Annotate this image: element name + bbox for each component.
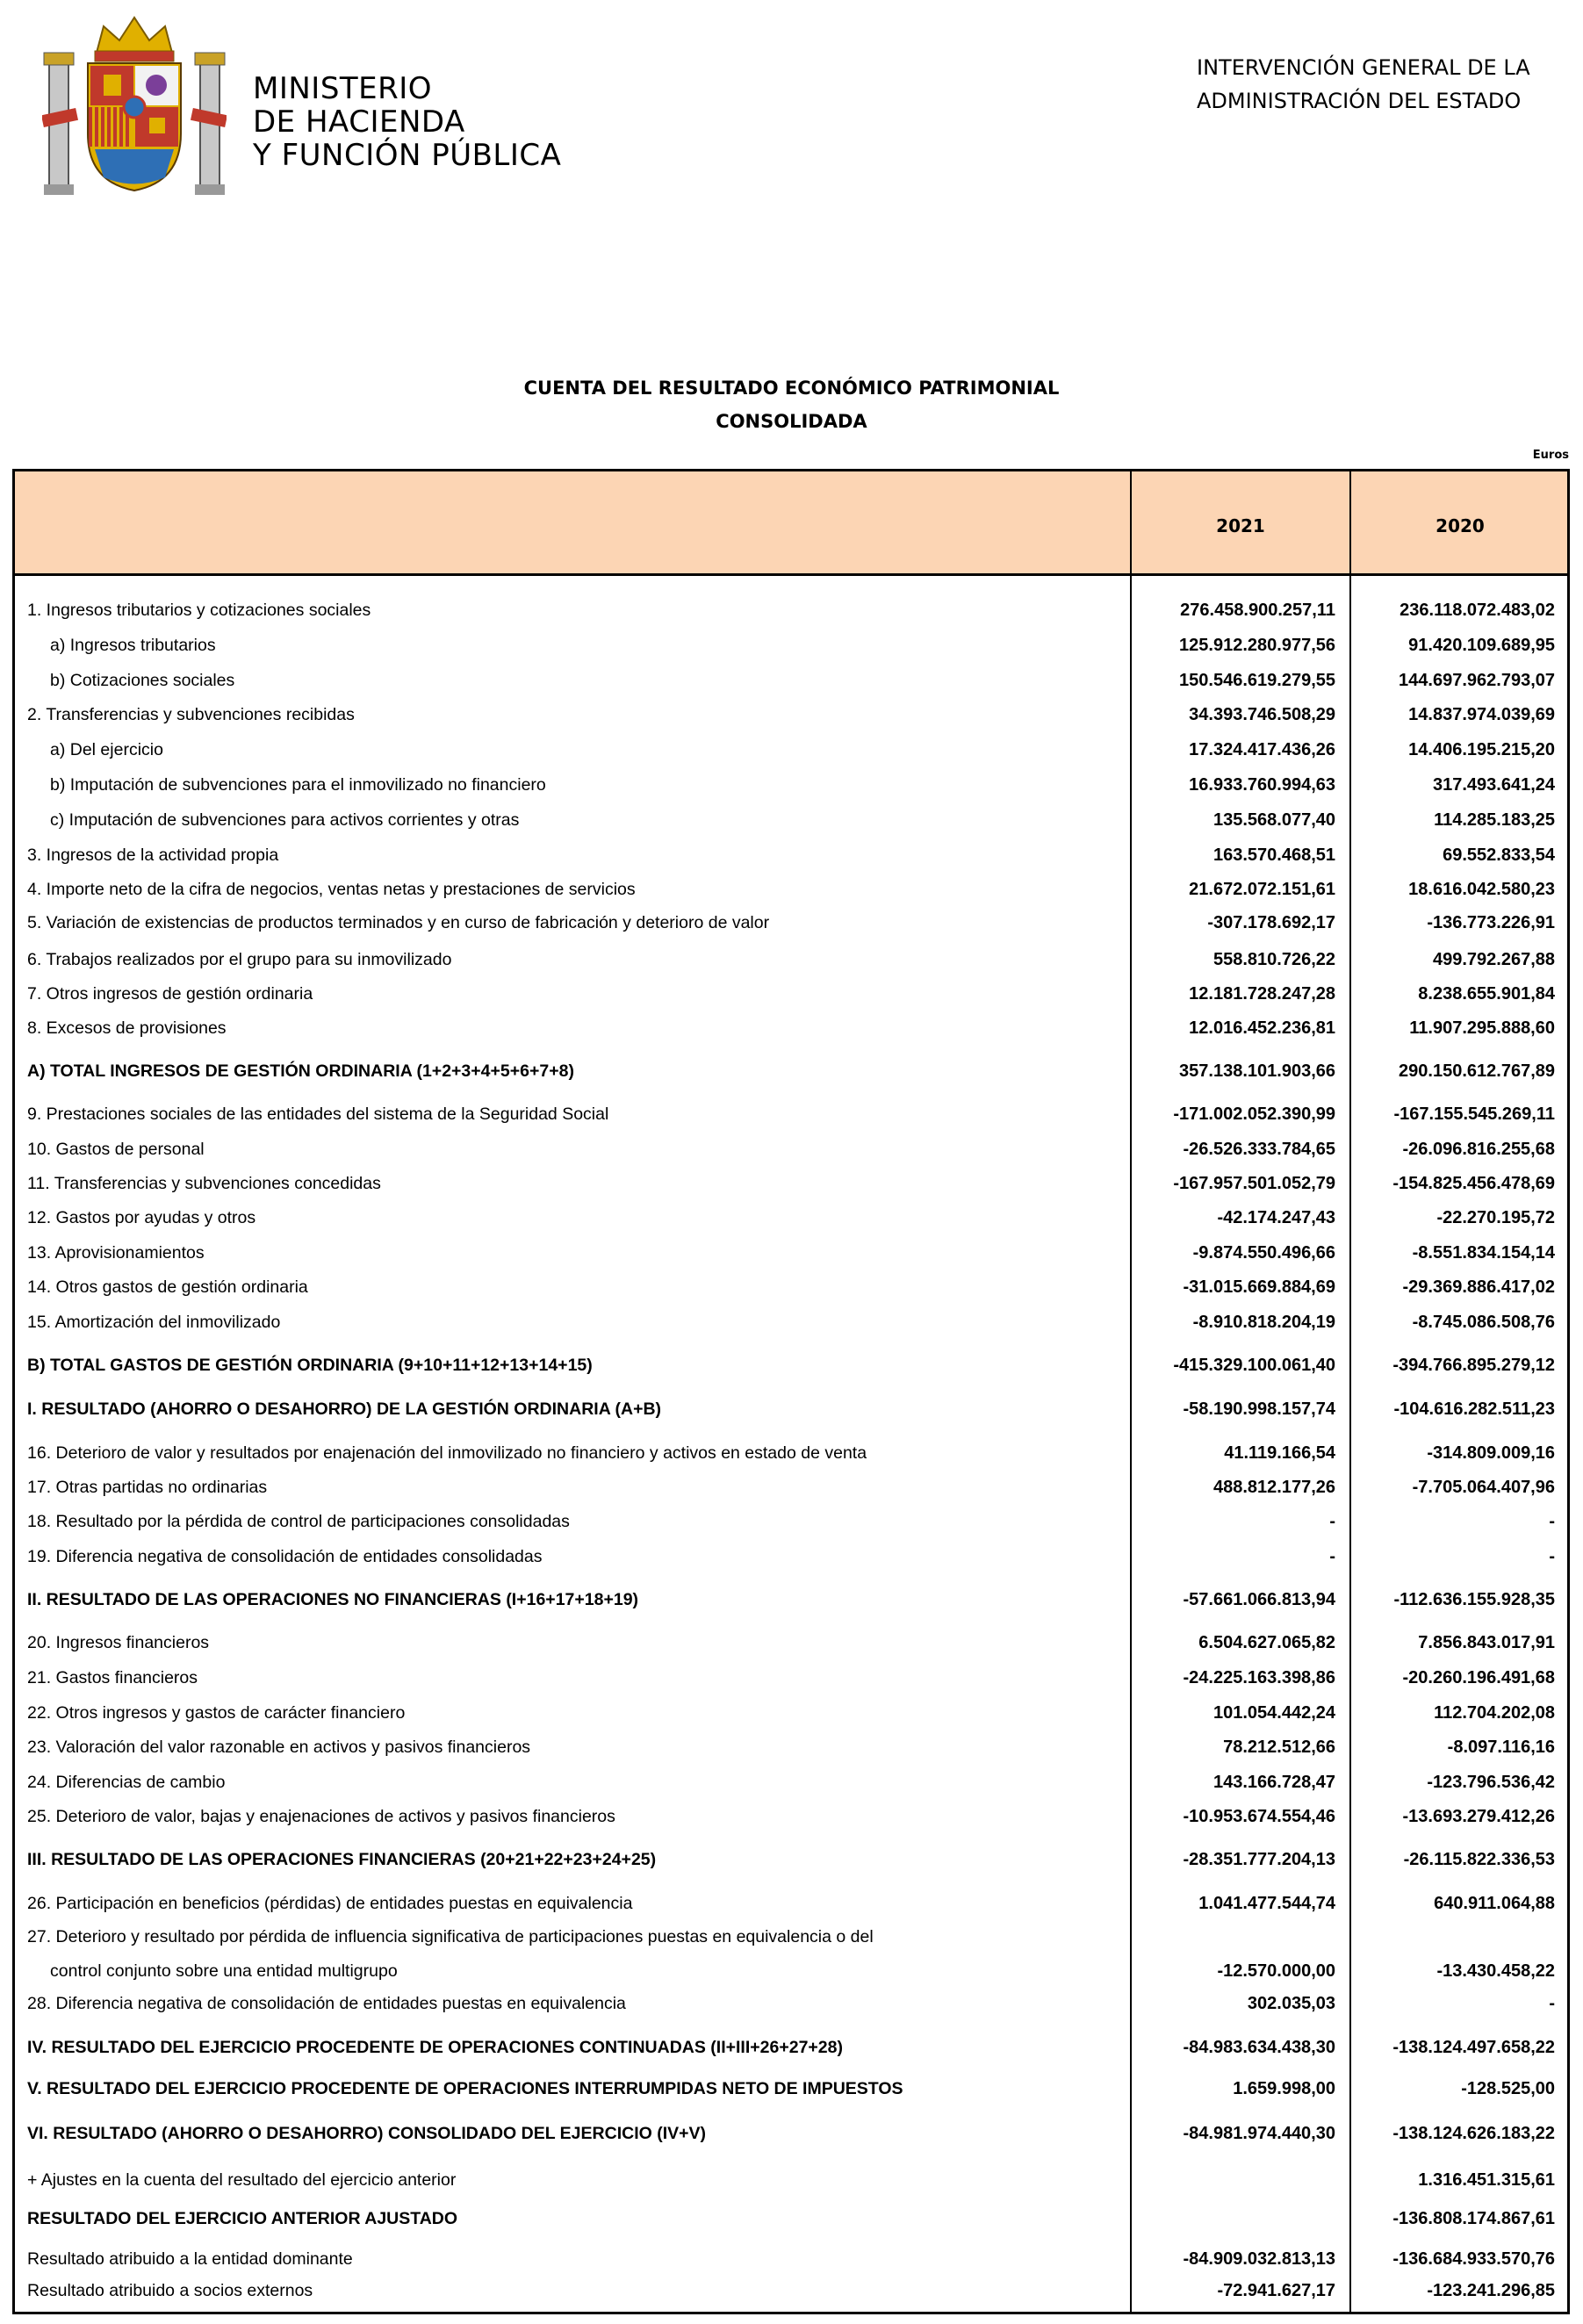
igae-name [1197,51,1557,118]
value-2020: -128.525,00 [1461,2079,1555,2098]
value-2020: -138.124.626.183,22 [1392,2124,1555,2143]
value-2021: 302.035,03 [1247,1994,1335,2013]
spanish-coat-of-arms-icon [42,11,227,199]
table-row [15,1353,1567,1378]
row-label: 5. Variación de existencias de productos terminados y en curso de fabricación y deterioro de valor [27,913,770,932]
ministry-line: DE HACIENDA [253,104,465,140]
value-2020: 18.616.042.580,23 [1408,880,1555,899]
value-2021: 276.458.900.257,11 [1180,601,1335,620]
table-row [15,598,1567,622]
ministry-line: MINISTERIO [253,71,433,106]
row-label: 14. Otros gastos de gestión ordinaria [27,1277,308,1297]
row-label: 9. Prestaciones sociales de las entidades del sistema de la Seguridad Social [27,1104,609,1124]
ministry-name [253,72,561,172]
row-label: 23. Valoración del valor razonable en activos y pasivos financieros [27,1738,531,1757]
value-2021: -84.909.032.813,13 [1183,2249,1335,2269]
value-2021: 357.138.101.903,66 [1179,1061,1335,1081]
value-2020: - [1549,1547,1555,1566]
value-2021: 41.119.166,54 [1224,1443,1335,1463]
value-2021: 34.393.746.508,29 [1189,705,1335,724]
table-header [15,471,1567,576]
value-2021: 163.570.468,51 [1212,845,1335,865]
table-row [15,1666,1567,1690]
table-row [15,1891,1567,1916]
ministry-line: Y FUNCIÓN PÚBLICA [253,138,562,173]
value-2020: -8.097.116,16 [1447,1738,1555,1757]
row-label: b) Cotizaciones sociales [50,671,235,690]
row-label: + Ajustes en la cuenta del resultado del ejercicio anterior [27,2170,457,2190]
value-2020: -13.430.458,22 [1436,1961,1555,1981]
value-2021: -28.351.777.204,13 [1183,1850,1335,1869]
value-2020: -136.773.226,91 [1427,913,1555,932]
value-2020: -8.551.834.154,14 [1412,1243,1555,1263]
row-label: 25. Deterioro de valor, bajas y enajenaciones de activos y pasivos financieros [27,1807,615,1826]
row-label: control conjunto sobre una entidad multigrupo [50,1961,398,1981]
table-row [15,1509,1567,1534]
value-2021: 1.659.998,00 [1233,2079,1335,2098]
table-row [15,947,1567,972]
value-2021: -10.953.674.554,46 [1183,1807,1335,1826]
table-row [15,2076,1567,2101]
value-2020: -7.705.064.407,96 [1412,1478,1555,1497]
row-label: 7. Otros ingresos de gestión ordinaria [27,984,313,1004]
value-2021: 488.812.177,26 [1212,1478,1335,1497]
value-2021: 135.568.077,40 [1212,810,1335,830]
table-row [15,2121,1567,2146]
row-label: a) Ingresos tributarios [50,636,216,655]
value-2020: -136.808.174.867,61 [1392,2209,1555,2228]
value-2020: 114.285.183,25 [1434,810,1555,830]
table-row [15,808,1567,832]
value-2021: 101.054.442,24 [1212,1703,1335,1723]
row-label: c) Imputación de subvenciones para activos corrientes y otras [50,810,520,830]
table-row [15,982,1567,1006]
value-2021: -415.329.100.061,40 [1173,1356,1335,1375]
table-row [15,2247,1567,2271]
value-2020: - [1549,1512,1555,1531]
value-2020: -123.796.536,42 [1427,1773,1555,1792]
table-row [15,2168,1567,2192]
table-row [15,1016,1567,1040]
value-2021: 558.810.726,22 [1212,950,1335,969]
value-2021: -9.874.550.496,66 [1192,1243,1335,1263]
value-2021: 1.041.477.544,74 [1198,1894,1335,1913]
value-2021: 150.546.619.279,55 [1179,671,1335,690]
value-2020: 499.792.267,88 [1432,950,1555,969]
value-2020: 112.704.202,08 [1434,1703,1555,1723]
table-row [15,1544,1567,1569]
value-2021: -57.661.066.813,94 [1183,1590,1335,1609]
value-2020: -13.693.279.412,26 [1402,1807,1555,1826]
table-row [15,1241,1567,1265]
value-2021: -58.190.998.157,74 [1183,1399,1335,1419]
value-2021: -31.015.669.884,69 [1183,1277,1335,1297]
value-2020: 144.697.962.793,07 [1399,671,1555,690]
row-label: B) TOTAL GASTOS DE GESTIÓN ORDINARIA (9+10+11+12+13+14+15) [27,1356,593,1375]
table-row [15,1701,1567,1725]
value-2020: 69.552.833,54 [1443,845,1555,865]
table-row [15,843,1567,867]
value-2021: -24.225.163.398,86 [1183,1668,1335,1687]
value-2020: 640.911.064,88 [1434,1894,1555,1913]
value-2020: 14.406.195.215,20 [1408,740,1555,759]
value-2020: 8.238.655.901,84 [1418,984,1555,1004]
value-2021: -307.178.692,17 [1207,913,1335,932]
value-2021: - [1329,1512,1335,1531]
value-2020: -138.124.497.658,22 [1392,2038,1555,2057]
value-2021: -8.910.818.204,19 [1192,1313,1335,1332]
row-label: 2. Transferencias y subvenciones recibidas [27,705,355,724]
value-2020: -29.369.886.417,02 [1402,1277,1555,1297]
column-header-2020: 2020 [1435,515,1485,536]
value-2021: -26.526.333.784,65 [1183,1140,1335,1159]
row-label: A) TOTAL INGRESOS DE GESTIÓN ORDINARIA (1+2+3+4+5+6+7+8) [27,1061,574,1081]
value-2020: -136.684.933.570,76 [1392,2249,1555,2269]
row-label: Resultado atribuido a la entidad dominante [27,2249,353,2269]
value-2020: -154.825.456.478,69 [1392,1174,1555,1193]
value-2021: 12.016.452.236,81 [1189,1018,1335,1038]
row-label: III. RESULTADO DE LAS OPERACIONES FINANCIERAS (20+21+22+23+24+25) [27,1850,657,1869]
row-label: 18. Resultado por la pérdida de control de participaciones consolidadas [27,1512,570,1531]
table-row [15,1310,1567,1335]
table-row [15,1991,1567,2016]
table-row [15,1059,1567,1083]
value-2020: -314.809.009,16 [1427,1443,1555,1463]
row-label: 6. Trabajos realizados por el grupo para su inmovilizado [27,950,452,969]
value-2020: -167.155.545.269,11 [1393,1104,1555,1124]
table-row [15,1587,1567,1612]
value-2020: 11.907.295.888,60 [1409,1018,1555,1038]
value-2021: -167.957.501.052,79 [1173,1174,1335,1193]
row-label: a) Del ejercicio [50,740,163,759]
value-2021: 21.672.072.151,61 [1189,880,1335,899]
row-label: IV. RESULTADO DEL EJERCICIO PROCEDENTE DE OPERACIONES CONTINUADAS (II+III+26+27+28) [27,2038,843,2057]
value-2021: -171.002.052.390,99 [1173,1104,1335,1124]
table-row [15,2206,1567,2231]
table-row [15,1925,1567,1949]
value-2021: 12.181.728.247,28 [1189,984,1335,1004]
value-2020: 290.150.612.767,89 [1399,1061,1555,1081]
value-2021: 16.933.760.994,63 [1189,775,1335,795]
value-2021: -72.941.627,17 [1217,2281,1335,2300]
page-header [0,0,1583,228]
igae-line: INTERVENCIÓN GENERAL DE LA [1197,55,1530,80]
table-row [15,633,1567,658]
row-label: 24. Diferencias de cambio [27,1773,226,1792]
table-row [15,737,1567,762]
table-row [15,1441,1567,1465]
value-2021: 125.912.280.977,56 [1179,636,1335,655]
row-label: 4. Importe neto de la cifra de negocios, ventas netas y prestaciones de servicios [27,880,636,899]
value-2020: -26.096.816.255,68 [1402,1140,1555,1159]
value-2020: -22.270.195,72 [1436,1208,1555,1227]
value-2020: -394.766.895.279,12 [1392,1356,1555,1375]
value-2020: -123.241.296,85 [1427,2281,1555,2300]
table-row [15,668,1567,693]
row-label: 19. Diferencia negativa de consolidación de entidades consolidadas [27,1547,543,1566]
table-row [15,1397,1567,1421]
table-row [15,1275,1567,1299]
value-2020: -104.616.282.511,23 [1393,1399,1555,1419]
row-label: 3. Ingresos de la actividad propia [27,845,279,865]
table-row [15,1102,1567,1126]
row-label: Resultado atribuido a socios externos [27,2281,313,2300]
table-row [15,1205,1567,1230]
table-row [15,1804,1567,1829]
value-2020: 7.856.843.017,91 [1418,1633,1555,1652]
table-row [15,2278,1567,2303]
value-2021: -12.570.000,00 [1217,1961,1335,1981]
row-label: 20. Ingresos financieros [27,1633,210,1652]
row-label: 1. Ingresos tributarios y cotizaciones sociales [27,601,371,620]
value-2020: -20.260.196.491,68 [1402,1668,1555,1687]
row-label: 13. Aprovisionamientos [27,1243,205,1263]
table-row [15,2035,1567,2060]
result-table [12,469,1570,2314]
igae-line: ADMINISTRACIÓN DEL ESTADO [1197,89,1522,113]
value-2021: - [1329,1547,1335,1566]
row-label: b) Imputación de subvenciones para el inmovilizado no financiero [50,775,546,795]
row-label: 11. Transferencias y subvenciones concedidas [27,1174,381,1193]
row-label: 16. Deterioro de valor y resultados por enajenación del inmovilizado no financiero y activos en estado de venta [27,1443,867,1463]
column-header-2021: 2021 [1216,515,1265,536]
row-label: 28. Diferencia negativa de consolidación de entidades puestas en equivalencia [27,1994,626,2013]
value-2020: 91.420.109.689,95 [1408,636,1555,655]
table-row [15,1630,1567,1655]
row-label: V. RESULTADO DEL EJERCICIO PROCEDENTE DE OPERACIONES INTERRUMPIDAS NETO DE IMPUESTOS [27,2079,903,2098]
row-label: 27. Deterioro y resultado por pérdida de influencia significativa de participaciones puestas en equivalencia o del [27,1927,874,1946]
value-2021: -84.981.974.440,30 [1183,2124,1335,2143]
table-row [15,910,1567,935]
row-label: 15. Amortización del inmovilizado [27,1313,281,1332]
value-2021: -84.983.634.438,30 [1183,2038,1335,2057]
table-row [15,1959,1567,1983]
value-2020: 1.316.451.315,61 [1418,2170,1555,2190]
value-2020: -8.745.086.508,76 [1412,1313,1555,1332]
table-row [15,1847,1567,1872]
table-row [15,1137,1567,1162]
row-label: I. RESULTADO (AHORRO O DESAHORRO) DE LA GESTIÓN ORDINARIA (A+B) [27,1399,662,1419]
table-row [15,877,1567,902]
row-label: 26. Participación en beneficios (pérdidas) de entidades puestas en equivalencia [27,1894,633,1913]
row-label: 21. Gastos financieros [27,1668,198,1687]
row-label: RESULTADO DEL EJERCICIO ANTERIOR AJUSTADO [27,2209,458,2228]
value-2021: 6.504.627.065,82 [1198,1633,1335,1652]
row-label: 12. Gastos por ayudas y otros [27,1208,256,1227]
value-2020: -112.636.155.928,35 [1393,1590,1555,1609]
value-2020: 14.837.974.039,69 [1408,705,1555,724]
table-row [15,1475,1567,1500]
row-label: VI. RESULTADO (AHORRO O DESAHORRO) CONSOLIDADO DEL EJERCICIO (IV+V) [27,2124,707,2143]
table-row [15,773,1567,797]
table-row [15,1735,1567,1759]
row-label: 22. Otros ingresos y gastos de carácter financiero [27,1703,406,1723]
row-label: 17. Otras partidas no ordinarias [27,1478,268,1497]
value-2020: -26.115.822.336,53 [1403,1850,1555,1869]
document-title: CUENTA DEL RESULTADO ECONÓMICO PATRIMONIAL [523,378,1060,399]
value-2020: 236.118.072.483,02 [1400,601,1555,620]
row-label: 8. Excesos de provisiones [27,1018,227,1038]
unit-label: Euros [1532,449,1569,462]
table-row [15,1171,1567,1196]
document-subtitle: CONSOLIDADA [716,411,867,432]
value-2021: 78.212.512,66 [1223,1738,1335,1757]
table-row [15,702,1567,727]
value-2020: 317.493.641,24 [1432,775,1555,795]
row-label: II. RESULTADO DE LAS OPERACIONES NO FINANCIERAS (I+16+17+18+19) [27,1590,639,1609]
table-row [15,1770,1567,1795]
row-label: 10. Gastos de personal [27,1140,205,1159]
value-2020: - [1549,1994,1555,2013]
value-2021: -42.174.247,43 [1217,1208,1335,1227]
value-2021: 17.324.417.436,26 [1189,740,1335,759]
value-2021: 143.166.728,47 [1212,1773,1335,1792]
